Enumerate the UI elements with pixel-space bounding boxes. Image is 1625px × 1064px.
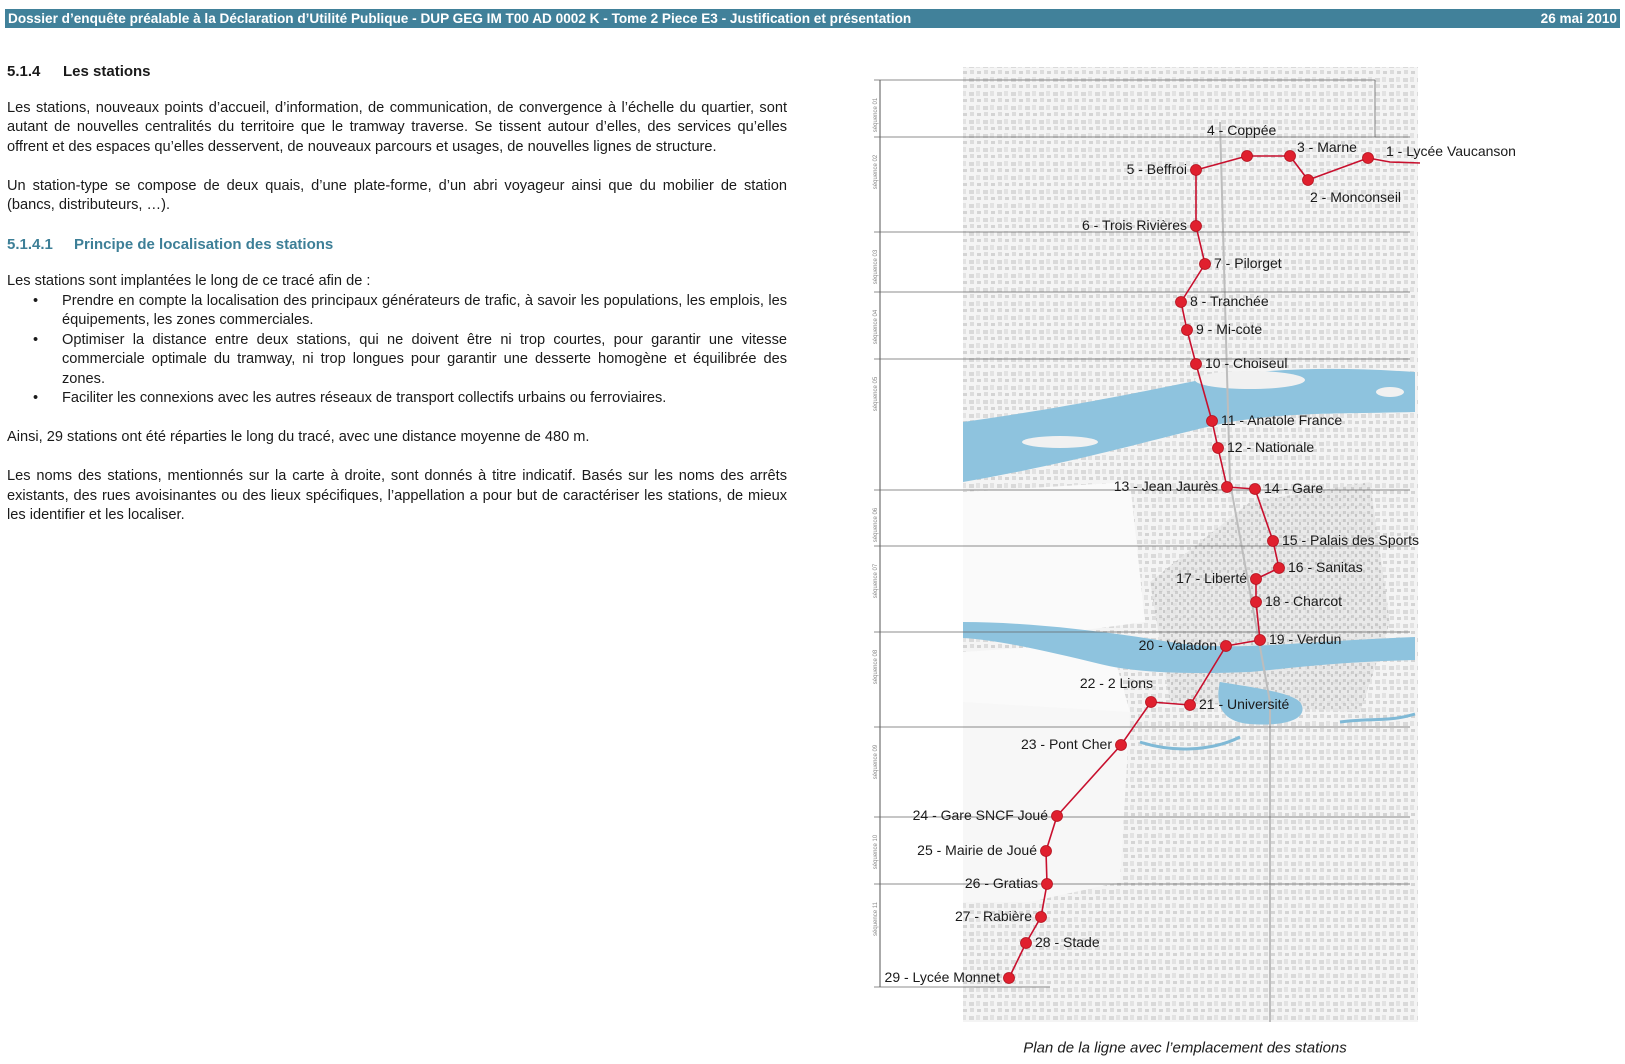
sequence-label: séquence 06 — [873, 507, 879, 543]
river-island — [1022, 436, 1098, 448]
sequence-label: séquence 10 — [873, 834, 879, 870]
station-marker[interactable] — [1221, 641, 1232, 652]
station-marker[interactable] — [1285, 151, 1296, 162]
station-marker[interactable] — [1052, 811, 1063, 822]
station-marker[interactable] — [1041, 846, 1052, 857]
station-label: 15 - Palais des Sports — [1282, 532, 1419, 548]
station-label: 12 - Nationale — [1227, 439, 1315, 455]
station-label: 21 - Université — [1199, 696, 1290, 712]
paragraph: Les noms des stations, mentionnés sur la carte à droite, sont donnés à titre indicatif. Basés sur les noms des arrêts existants, des rues avoisinantes ou des lieux spécifiques, l’appellation a pour but de caractériser les stations, de mieux les identifier et les localiser. — [7, 468, 787, 523]
station-label: 28 - Stade — [1035, 934, 1100, 950]
station[interactable] — [1213, 439, 1315, 455]
station-label: 10 - Choiseul — [1205, 355, 1288, 371]
bullet-icon: • — [33, 390, 39, 406]
station-label: 27 - Rabière — [954, 908, 1032, 924]
station-label: 13 - Jean Jaurès — [1113, 478, 1218, 494]
station-marker[interactable] — [1004, 973, 1015, 984]
station-label: 14 - Gare — [1264, 480, 1324, 496]
subsection-number: 5.1.4.1 — [7, 236, 53, 253]
river-island — [1195, 371, 1305, 389]
station-label: 1 - Lycée Vaucanson — [1386, 143, 1516, 159]
station-marker[interactable] — [1042, 879, 1053, 890]
station-label: 18 - Charcot — [1265, 593, 1343, 609]
sequence-label: séquence 02 — [873, 154, 879, 190]
station[interactable] — [1251, 593, 1343, 609]
station-label: 11 - Anatole France — [1221, 412, 1343, 428]
subsection-heading — [7, 235, 787, 255]
station-label: 29 - Lycée Monnet — [884, 969, 1000, 985]
station-marker[interactable] — [1363, 153, 1374, 164]
station-label: 22 - 2 Lions — [1079, 675, 1153, 691]
station-label: 9 - Mi-cote — [1196, 321, 1263, 337]
station-marker[interactable] — [1242, 151, 1253, 162]
station[interactable] — [1021, 736, 1127, 752]
bullet-icon: • — [33, 292, 39, 309]
station-marker[interactable] — [1213, 443, 1224, 454]
station-marker[interactable] — [1036, 912, 1047, 923]
station-marker[interactable] — [1251, 597, 1262, 608]
main-text — [7, 62, 787, 545]
list-item-text: Optimiser la distance entre deux stations, qui ne doivent être ni trop courtes, pour garantir une vitesse commerciale optimale du tramway, ni trop longues pour garantir une desserte homogène et équilibrée des zones. — [62, 331, 787, 387]
list-item — [7, 331, 787, 390]
section-number: 5.1.4 — [7, 63, 41, 80]
paragraph: Ainsi, 29 stations ont été réparties le long du tracé, avec une distance moyenne de 480 m. — [7, 429, 590, 445]
station[interactable] — [1082, 217, 1202, 233]
station-marker[interactable] — [1303, 175, 1314, 186]
river-island — [1376, 387, 1404, 397]
document-header — [5, 9, 1620, 28]
paragraph: Les stations, nouveaux points d’accueil, d’information, de communication, de convergence à l’échelle du quartier, sont autant de nouvelles centralités du territoire que le tramway traverse. Se tissent autour d’elles, des services qu’elles offrent et des espaces qu’elles desservent, de nouveaux parcours et usages, de nouvelles lignes de structure. — [7, 99, 787, 155]
sequence-label: séquence 07 — [873, 563, 879, 599]
station-label: 20 - Valadon — [1138, 637, 1217, 653]
list-item — [7, 389, 787, 409]
station-label: 19 - Verdun — [1269, 631, 1342, 647]
station-marker[interactable] — [1116, 740, 1127, 751]
station-label: 2 - Monconseil — [1310, 189, 1402, 205]
station-marker[interactable] — [1191, 359, 1202, 370]
station[interactable] — [1185, 696, 1290, 712]
paragraph: Les stations sont implantées le long de ce tracé afin de : — [7, 272, 371, 289]
station[interactable] — [913, 807, 1063, 823]
station-marker[interactable] — [1176, 297, 1187, 308]
list-item-text: Prendre en compte la localisation des principaux générateurs de trafic, à savoir les populations, les emplois, les équipements, les zones commerciales. — [62, 292, 787, 328]
section-title: Les stations — [63, 63, 151, 80]
sequence-label: séquence 05 — [873, 376, 879, 412]
station-label: 6 - Trois Rivières — [1081, 217, 1187, 233]
station-marker[interactable] — [1021, 938, 1032, 949]
map-canvas — [870, 62, 1600, 1032]
station[interactable] — [1268, 532, 1419, 548]
station-label: 8 - Tranchée — [1190, 293, 1269, 309]
bullet-icon: • — [33, 331, 39, 348]
station-marker[interactable] — [1191, 165, 1202, 176]
list-item — [7, 292, 787, 331]
station-marker[interactable] — [1255, 635, 1266, 646]
station-marker[interactable] — [1200, 259, 1211, 270]
station-label: 3 - Marne — [1297, 139, 1357, 155]
station-marker[interactable] — [1146, 697, 1157, 708]
station-label: 23 - Pont Cher — [1020, 736, 1112, 752]
station-marker[interactable] — [1268, 536, 1279, 547]
station-marker[interactable] — [1185, 700, 1196, 711]
section-heading — [7, 62, 787, 82]
station-marker[interactable] — [1222, 482, 1233, 493]
sequence-label: séquence 08 — [873, 649, 879, 685]
station-marker[interactable] — [1251, 574, 1262, 585]
station[interactable] — [885, 969, 1015, 985]
map-caption: Plan de la ligne avec l’emplacement des stations — [1023, 1039, 1347, 1057]
paragraph: Un station-type se compose de deux quais, d’une plate-forme, d’un abri voyageur ainsi que du mobilier de station (bancs, distributeurs, …). — [7, 177, 787, 213]
station-label: 5 - Beffroi — [1126, 161, 1187, 177]
station-marker[interactable] — [1182, 325, 1193, 336]
sequence-label: séquence 03 — [873, 249, 879, 285]
station-label: 25 - Mairie de Joué — [917, 842, 1037, 858]
document-date: 26 mai 2010 — [1540, 11, 1617, 26]
station-marker[interactable] — [1191, 221, 1202, 232]
subsection-title: Principe de localisation des stations — [74, 236, 334, 253]
sequence-label: séquence 09 — [873, 744, 879, 780]
station[interactable] — [1176, 293, 1269, 309]
station-label: 4 - Coppée — [1207, 122, 1277, 138]
station-label: 17 - Liberté — [1176, 570, 1247, 586]
station-marker[interactable] — [1207, 416, 1218, 427]
sequence-label: séquence 01 — [873, 97, 879, 133]
sequence-label: séquence 11 — [873, 902, 879, 936]
bullet-list — [7, 292, 787, 409]
tram-line-map — [870, 62, 1600, 1032]
station[interactable] — [1191, 355, 1288, 371]
lowland-area — [963, 482, 1145, 632]
sequence-label: séquence 04 — [873, 309, 879, 345]
station-label: 24 - Gare SNCF Joué — [912, 807, 1048, 823]
station[interactable] — [1207, 412, 1343, 428]
station-label: 16 - Sanitas — [1288, 559, 1363, 575]
station-label: 26 - Gratias — [964, 875, 1038, 891]
station[interactable] — [1114, 478, 1233, 494]
station-marker[interactable] — [1250, 484, 1261, 495]
document-title: Dossier d’enquête préalable à la Déclaration d’Utilité Publique - DUP GEG IM T00 AD 0002 K - Tome 2 Piece E3 - Justification et présentation — [8, 11, 912, 26]
station[interactable] — [917, 842, 1051, 858]
station-marker[interactable] — [1274, 563, 1285, 574]
list-item-text: Faciliter les connexions avec les autres réseaux de transport collectifs urbains ou ferroviaires. — [62, 390, 667, 406]
station-label: 7 - Pilorget — [1214, 255, 1282, 271]
